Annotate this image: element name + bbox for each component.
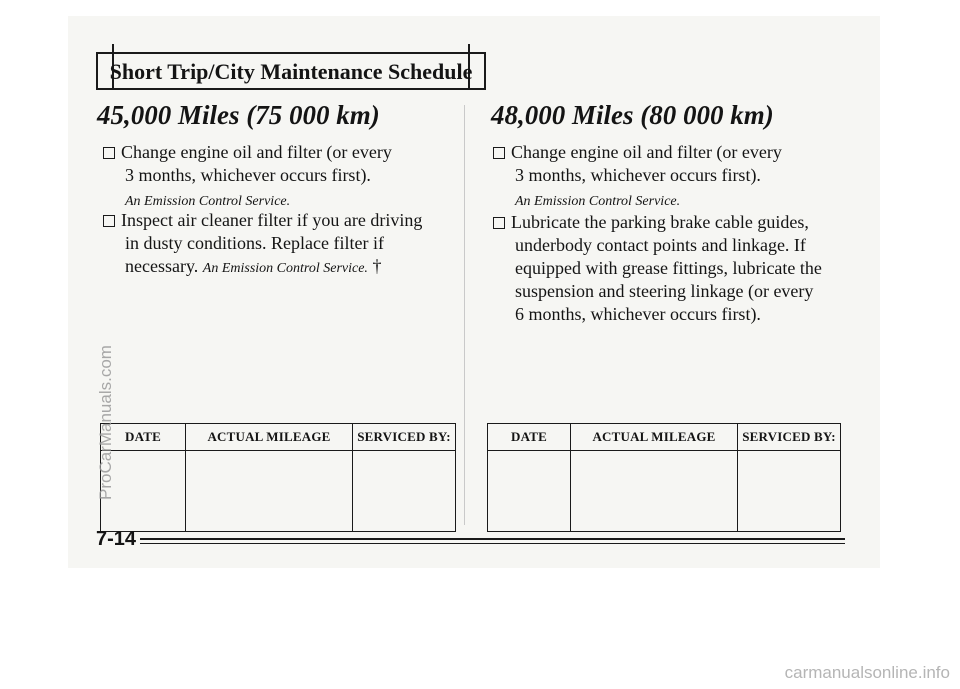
mileage-cell[interactable] [186, 451, 353, 532]
footer-rule [140, 538, 845, 540]
checkbox-icon[interactable] [493, 217, 505, 229]
mileage-header: ACTUAL MILEAGE [571, 424, 738, 451]
date-header: DATE [101, 424, 186, 451]
side-watermark: ProCarManuals.com [96, 345, 115, 500]
serviced-by-cell[interactable] [738, 451, 841, 532]
mileage-cell[interactable] [571, 451, 738, 532]
dagger-mark: † [372, 256, 382, 276]
right-service-log [487, 423, 841, 532]
section-title: Short Trip/City Maintenance Schedule [109, 59, 473, 84]
right-column-title: 48,000 Miles (80 000 km) [491, 100, 774, 130]
left-service-log [100, 423, 456, 532]
emission-note: An Emission Control Service. [202, 261, 368, 276]
right-item-lubricate: Lubricate the parking brake cable guides, underbody contact points and linkage. If equipped with grease fittings, lubricate the suspension and steering linkage (or every 6 months, whichever occurs first). [493, 211, 822, 326]
footer-rule-thin [140, 543, 845, 544]
date-cell[interactable] [488, 451, 571, 532]
serviced-by-cell[interactable] [353, 451, 456, 532]
left-column-title: 45,000 Miles (75 000 km) [97, 100, 380, 130]
emission-note: An Emission Control Service. [125, 194, 291, 209]
section-header [96, 52, 486, 90]
page-number: 7-14 [96, 528, 137, 550]
checkbox-icon[interactable] [493, 147, 505, 159]
mileage-header: ACTUAL MILEAGE [186, 424, 353, 451]
checkbox-icon[interactable] [103, 215, 115, 227]
left-item-oil: Change engine oil and filter (or every 3 months, whichever occurs first). An Emission Control Service. [103, 141, 392, 213]
date-header: DATE [488, 424, 571, 451]
right-item-oil: Change engine oil and filter (or every 3 months, whichever occurs first). An Emission Control Service. [493, 141, 782, 213]
column-divider [464, 105, 465, 525]
left-item-air-filter: Inspect air cleaner filter if you are driving in dusty conditions. Replace filter if necessary. An Emission Control Service. † [103, 209, 422, 280]
emission-note: An Emission Control Service. [515, 194, 681, 209]
checkbox-icon[interactable] [103, 147, 115, 159]
serviced-by-header: SERVICED BY: [353, 424, 456, 451]
bottom-watermark: carmanualsonline.info [784, 663, 950, 682]
serviced-by-header: SERVICED BY: [738, 424, 841, 451]
